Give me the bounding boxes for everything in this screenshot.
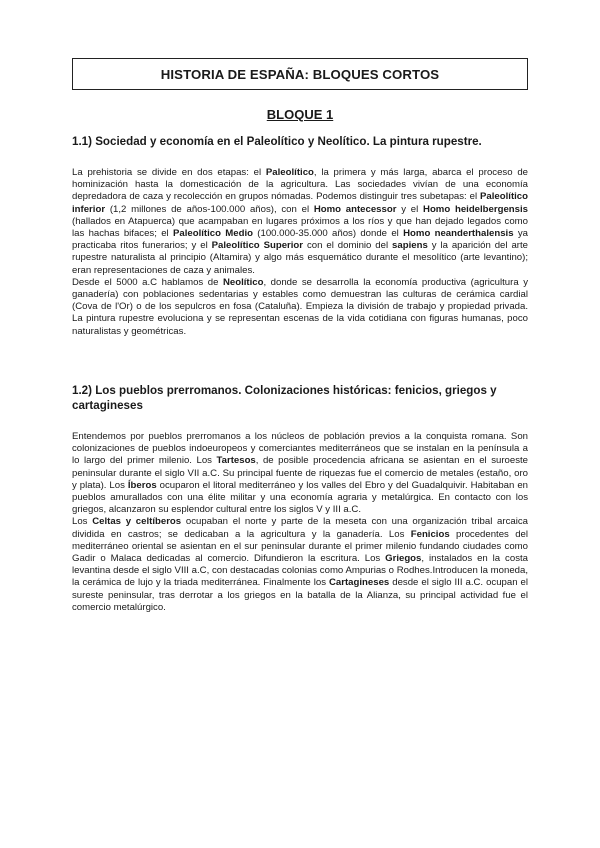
bold-term: Paleolítico xyxy=(265,167,314,178)
bloque-heading-text: BLOQUE 1 xyxy=(266,107,334,122)
text-run: ya practicaba ritos funerarios; y el xyxy=(72,228,528,252)
bold-term: Celtas y celtíberos xyxy=(92,516,182,528)
bold-term: Tartesos xyxy=(216,455,256,467)
section-2-heading: 1.2) Los pueblos prerromanos. Colonizaciones históricas: fenicios, griegos y cartagineses xyxy=(72,384,497,412)
section-2-paragraph xyxy=(72,516,528,614)
text-run: y el xyxy=(396,203,424,215)
section-2-paragraph xyxy=(72,431,528,516)
text-run: , donde se desarrolla la economía productiva (agricultura y ganadería) con poblaciones sedentarias y estables como demuestran las culturas de cerámica cardial (Cova de l'Or) o de los sepulcros en fosa (Cataluña). Empieza la división de trabajo y propiedad privada. La pintura rupestre evoluciona y se representan escenas de la vida cotidiana con figuras humanas, poco naturalistas y geométricas. xyxy=(72,276,528,337)
section-1-body xyxy=(72,167,528,338)
text-run: con el dominio del xyxy=(303,240,393,252)
text-run: (100.000-35.000 años) donde el xyxy=(253,228,404,240)
bold-term: Homo antecessor xyxy=(313,203,397,215)
bloque-heading xyxy=(0,107,600,122)
bold-term: Paleolítico inferior xyxy=(72,191,528,215)
text-run: Entendemos por pueblos prerromanos a los núcleos de población previos a la conquista romana. Son colonizaciones de pueblos indoeuropeos y comerciantes mediterráneos que se instalan en la península a lo largo del primer milenio. Los xyxy=(72,431,528,467)
text-run: desde el siglo III a.C. ocupan el sureste peninsular, tras derrotar a los griegos en la batalla de la Alianza, su principal actividad fue el comercio metalúrgico. xyxy=(72,577,528,613)
text-run: ocuparon el litoral mediterráneo y los valles del Ebro y del Guadalquivir. Habitaban en pueblos amurallados con una élite militar y una economía agraria y metalúrgica. En contacto con los griegos, alcanzaron su esplendor cultural entre los siglos V y III a.C. xyxy=(72,479,528,516)
text-run: , de posible procedencia africana se asientan en el suroeste peninsular durante el siglo VII a.C. Su principal fuente de riquezas fue el comercio de metales (estaño, oro y plata). Los xyxy=(72,455,528,491)
document-title: HISTORIA DE ESPAÑA: BLOQUES CORTOS xyxy=(72,58,528,90)
text-run: ocupaban el norte y parte de la meseta con una organización tribal arcaica dividida en castros; se dedicaban a la agricultura y la ganadería. Los xyxy=(72,516,528,540)
section-2-body xyxy=(72,431,528,614)
text-run: La prehistoria se divide en dos etapas: el xyxy=(72,167,266,178)
bold-term: Homo heidelbergensis xyxy=(423,203,529,215)
text-run: (1,2 millones de años-100.000 años), con el xyxy=(105,203,314,215)
text-run: y la aparición del arte rupestre naturalista al principio (Altamira) y algo más esquemático durante el mesolítico (arte levantino); eran representaciones de caza y animales. xyxy=(72,240,528,276)
bold-term: Paleolítico Superior xyxy=(211,240,304,252)
bold-term: Paleolítico Medio xyxy=(172,228,253,240)
text-run: , instalados en la costa levantina desde el siglo VIII a.C, con destacadas colonias como Ampurias o Rodhes.Introducen la moneda, la cerámica de lujo y la triada mediterránea. Finalmente los xyxy=(72,553,528,589)
section-1-paragraph xyxy=(72,167,528,277)
section-1-heading: 1.1) Sociedad y economía en el Paleolítico y Neolítico. La pintura rupestre. xyxy=(72,135,482,148)
bold-term: Griegos xyxy=(385,553,422,565)
bold-term: Homo neanderthalensis xyxy=(403,228,514,240)
bold-term: Neolítico xyxy=(222,276,264,288)
bold-term: Íberos xyxy=(127,479,157,491)
bold-term: Fenicios xyxy=(410,528,450,540)
text-run: Los xyxy=(72,516,93,528)
bold-term: Cartagineses xyxy=(328,577,390,589)
text-run: procedentes del mediterráneo oriental se asientan en el sur peninsular durante el primer milenio fundando ciudades como Gadir o Malaca dedicadas al comercio. Difundieron la escritura. Los xyxy=(72,528,529,565)
bold-term: sapiens xyxy=(392,240,428,252)
text-run: (hallados en Atapuerca) que acampaban en lugares próximos a los ríos y que han dejado legados como las hachas bifaces; el xyxy=(72,215,528,240)
text-run: Desde el 5000 a.C hablamos de xyxy=(72,276,223,288)
text-run: , la primera y más larga, abarca el proceso de hominización hasta la domesticación de la agricultura. Las sociedades vivían de una economía depredadora de caza y recolección en grupos nómadas. Podemos distinguir tres subetapas: el xyxy=(72,167,528,203)
section-1-paragraph xyxy=(72,277,528,338)
